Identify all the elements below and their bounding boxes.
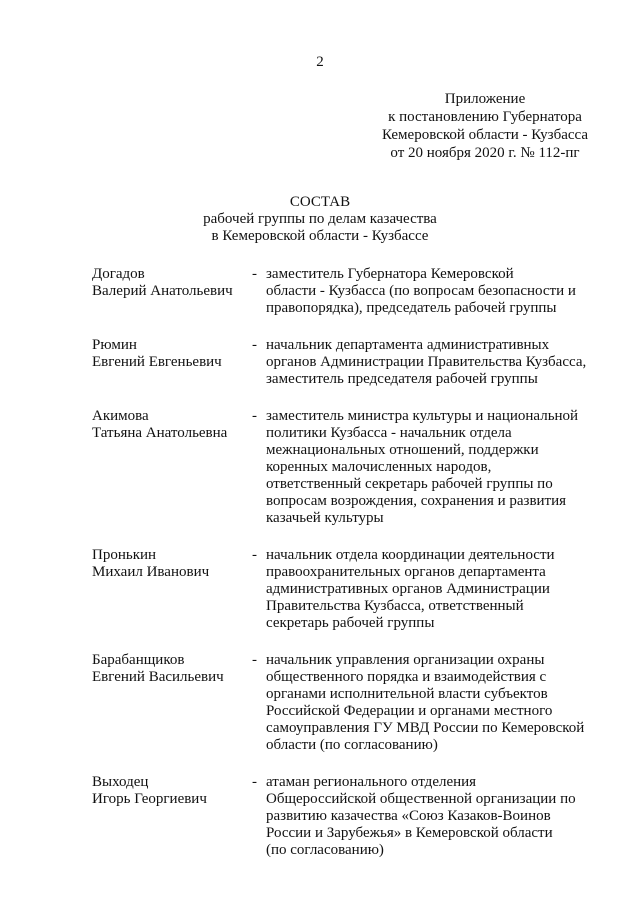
member-role-line: атаман регионального отделения xyxy=(266,774,477,790)
appendix-line: Приложение xyxy=(444,91,526,107)
member-name-line: Акимова xyxy=(92,408,149,424)
member-role xyxy=(266,266,596,317)
member-role-line: Правительства Кузбасса, ответственный xyxy=(266,598,524,614)
member-name xyxy=(92,774,252,808)
member-role-line: административных органов Администрации xyxy=(266,581,550,597)
member-role-line: области - Кузбасса (по вопросам безопасности и xyxy=(266,283,576,299)
member-dash: - xyxy=(252,652,257,668)
title-line: СОСТАВ xyxy=(289,194,351,210)
member-role-line: области (по согласованию) xyxy=(266,737,438,753)
member-dash: - xyxy=(252,408,257,424)
member-name-line: Татьяна Анатольевна xyxy=(92,425,228,441)
member-role xyxy=(266,408,596,527)
member-role-line: правоохранительных органов департамента xyxy=(266,564,546,580)
member-role-line: начальник департамента административных xyxy=(266,337,550,353)
member-entry xyxy=(0,774,640,859)
member-dash: - xyxy=(252,337,257,353)
member-role-line: общественного порядка и взаимодействия с xyxy=(266,669,547,685)
member-dash: - xyxy=(252,266,257,282)
member-role xyxy=(266,337,596,388)
member-role-line: заместитель министра культуры и национальной xyxy=(266,408,579,424)
member-role-line: вопросам возрождения, сохранения и развития xyxy=(266,493,567,509)
member-name xyxy=(92,337,252,371)
member-name-line: Михаил Иванович xyxy=(92,564,210,580)
member-entry xyxy=(0,337,640,388)
member-role-line: органов Администрации Правительства Кузбасса, xyxy=(266,354,587,370)
member-name xyxy=(92,266,252,300)
member-name-line: Валерий Анатольевич xyxy=(92,283,233,299)
member-name-line: Выходец xyxy=(92,774,149,790)
appendix-line: Кемеровской области - Кузбасса xyxy=(381,127,589,143)
member-role-line: Общероссийской общественной организации по xyxy=(266,791,576,807)
member-role xyxy=(266,547,596,632)
member-name-line: Пронькин xyxy=(92,547,157,563)
appendix-block xyxy=(358,90,612,162)
member-name xyxy=(92,652,252,686)
member-role-line: ответственный секретарь рабочей группы по xyxy=(266,476,553,492)
member-role-line: межнациональных отношений, поддержки xyxy=(266,442,539,458)
member-name-line: Евгений Евгеньевич xyxy=(92,354,222,370)
document-title xyxy=(0,194,640,245)
appendix-line: к постановлению Губернатора xyxy=(388,109,582,125)
member-role-line: политики Кузбасса - начальник отдела xyxy=(266,425,512,441)
members-list xyxy=(0,266,640,879)
appendix-line: от 20 ноября 2020 г. № 112-пг xyxy=(390,145,580,161)
member-name xyxy=(92,408,252,442)
title-line: в Кемеровской области - Кузбассе xyxy=(211,228,429,244)
member-role-line: (по согласованию) xyxy=(266,842,384,858)
member-name-line: Игорь Георгиевич xyxy=(92,791,207,807)
member-entry xyxy=(0,547,640,632)
member-dash: - xyxy=(252,774,257,790)
member-role-line: заместитель председателя рабочей группы xyxy=(266,371,538,387)
member-role-line: правопорядка), председатель рабочей группы xyxy=(266,300,557,316)
member-entry xyxy=(0,408,640,527)
member-entry xyxy=(0,652,640,754)
member-role xyxy=(266,774,596,859)
member-entry xyxy=(0,266,640,317)
member-dash: - xyxy=(252,547,257,563)
title-line: рабочей группы по делам казачества xyxy=(203,211,437,227)
member-role-line: самоуправления ГУ МВД России по Кемеровской xyxy=(266,720,585,736)
member-role-line: России и Зарубежья» в Кемеровской области xyxy=(266,825,553,841)
page-number: 2 xyxy=(316,54,324,70)
member-role-line: начальник отдела координации деятельности xyxy=(266,547,555,563)
member-name xyxy=(92,547,252,581)
member-name-line: Барабанщиков xyxy=(92,652,185,668)
member-role-line: начальник управления организации охраны xyxy=(266,652,545,668)
member-role-line: Российской Федерации и органами местного xyxy=(266,703,553,719)
member-name-line: Евгений Васильевич xyxy=(92,669,224,685)
member-role-line: органами исполнительной власти субъектов xyxy=(266,686,548,702)
member-role-line: развитию казачества «Союз Казаков-Воинов xyxy=(266,808,551,824)
member-role-line: коренных малочисленных народов, xyxy=(266,459,492,475)
member-name-line: Догадов xyxy=(92,266,145,282)
member-role xyxy=(266,652,596,754)
member-name-line: Рюмин xyxy=(92,337,137,353)
member-role-line: заместитель Губернатора Кемеровской xyxy=(266,266,514,282)
member-role-line: секретарь рабочей группы xyxy=(266,615,435,631)
member-role-line: казачьей культуры xyxy=(266,510,384,526)
